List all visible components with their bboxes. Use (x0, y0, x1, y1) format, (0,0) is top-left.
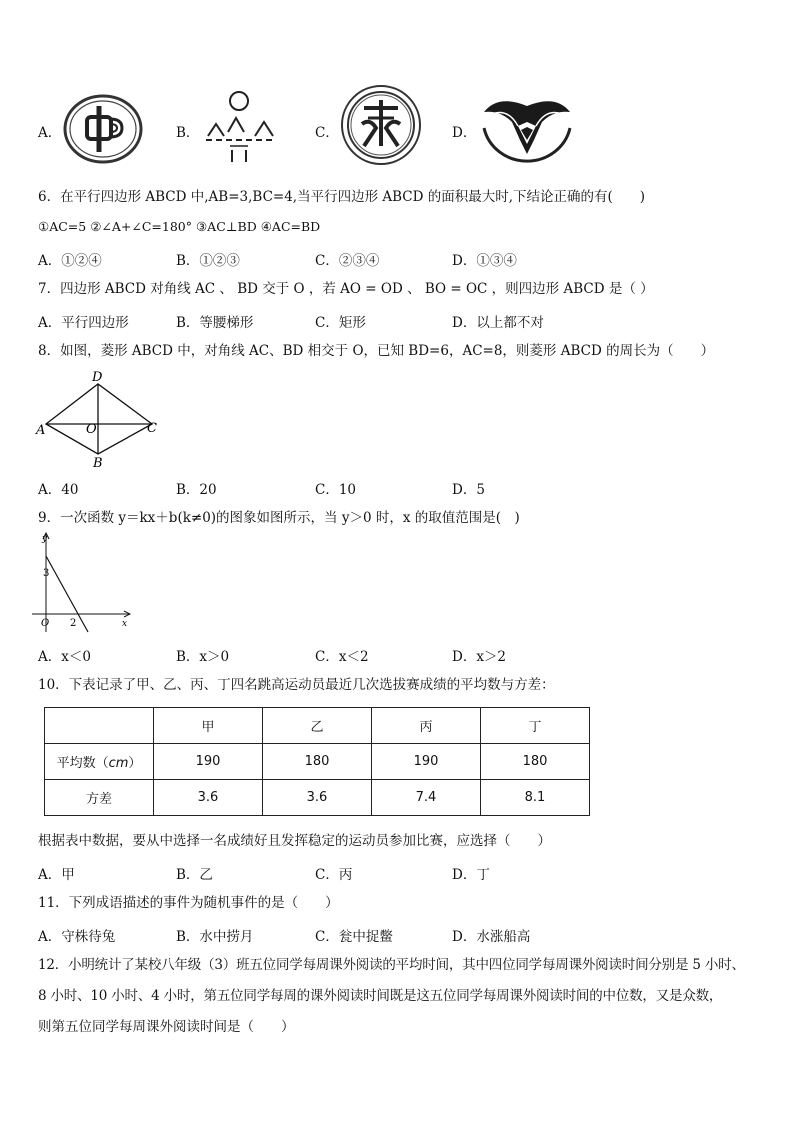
q7-option-a[interactable]: A．平行四边形 (38, 315, 129, 331)
table-cell: 190 (372, 744, 481, 780)
option-a-label: A． (38, 125, 62, 141)
q8-stem: 8．如图，菱形 ABCD 中，对角线 AC、BD 相交于 O，已知 BD=6，AC=8，则菱形 ABCD 的周长为（ ） (38, 343, 715, 359)
q9-option-d[interactable]: D．x＞2 (452, 649, 507, 665)
table-cell: 8.1 (481, 780, 590, 816)
q10-stem: 10．下表记录了甲、乙、丙、丁四名跳高运动员最近几次选拔赛成绩的平均数与方差： (38, 677, 555, 693)
people-under-sun-emblem-icon (200, 90, 280, 166)
variance-row-label: 方差 (45, 780, 154, 816)
q8-option-c[interactable]: C．10 (315, 482, 357, 498)
q9-option-c[interactable]: C．x＜2 (315, 649, 369, 665)
vertex-c-label: C (147, 421, 157, 436)
option-c-label: C． (315, 125, 339, 141)
q7-option-d[interactable]: D．以上都不对 (452, 315, 544, 331)
table-row (45, 744, 590, 780)
q8-option-d[interactable]: D．5 (452, 482, 485, 498)
vertex-b-label: B (93, 456, 103, 471)
q6-option-c[interactable]: C．②③④ (315, 253, 380, 269)
q10-options (38, 863, 758, 883)
table-cell: 3.6 (154, 780, 263, 816)
table-cell: 7.4 (372, 780, 481, 816)
q12-line-3: 则第五位同学每周课外阅读时间是（ ） (38, 1019, 295, 1035)
q6-option-a[interactable]: A．①②④ (38, 253, 102, 269)
q11-option-c[interactable]: C．瓮中捉鳖 (315, 929, 393, 945)
table-header-cell: 甲 (154, 708, 263, 744)
q11-option-d[interactable]: D．水涨船高 (452, 929, 531, 945)
q10-option-d[interactable]: D．丁 (452, 867, 490, 883)
table-row (45, 780, 590, 816)
table-cell: 3.6 (263, 780, 372, 816)
q10-option-b[interactable]: B．乙 (176, 867, 213, 883)
vertex-d-label: D (92, 370, 103, 385)
q9-stem: 9．一次函数 y＝kx＋b(k≠0)的图象如图所示，当 y＞0 时，x 的取值范围是( ) (38, 510, 520, 526)
table-header-cell (45, 708, 154, 744)
x-intercept-label: 2 (70, 618, 77, 629)
table-header-cell: 丙 (372, 708, 481, 744)
y-intercept-label: 3 (43, 568, 50, 579)
q6-stem: 6．在平行四边形 ABCD 中,AB=3,BC=4,当平行四边形 ABCD 的面积最大时,下结论正确的有( ) (38, 189, 646, 205)
q10-followup: 根据表中数据，要从中选择一名成绩好且发挥稳定的运动员参加比赛，应选择（ ） (38, 833, 551, 849)
q7-option-c[interactable]: C．矩形 (315, 315, 366, 331)
q9-option-b[interactable]: B．x＞0 (176, 649, 230, 665)
option-d-label: D． (452, 125, 477, 141)
q12-line-1: 12．小明统计了某校八年级（3）班五位同学每周课外阅读的平均时间，其中四位同学每周课外阅读时间分别是 5 小时、 (38, 957, 745, 973)
mean-row-label: 平均数（cm） (45, 744, 154, 780)
q11-option-a[interactable]: A．守株待兔 (38, 929, 116, 945)
q10-option-c[interactable]: C．丙 (315, 867, 353, 883)
score-table (44, 707, 590, 816)
table-cell: 180 (481, 744, 590, 780)
q6-option-b[interactable]: B．①②③ (176, 253, 240, 269)
q11-option-b[interactable]: B．水中捞月 (176, 929, 254, 945)
q6-statements: ①AC=5 ②∠A+∠C=180° ③AC⊥BD ④AC=BD (38, 219, 321, 234)
q10-option-a[interactable]: A．甲 (38, 867, 75, 883)
table-cell: 190 (154, 744, 263, 780)
q7-stem: 7．四边形 ABCD 对角线 AC 、 BD 交于 O ，若 AO = OD 、 BO = OC ，则四边形 ABCD 是（ ） (38, 281, 654, 297)
linear-function-graph (30, 530, 140, 636)
table-header-cell: 乙 (263, 708, 372, 744)
table-header-row (45, 708, 590, 744)
table-header-cell: 丁 (481, 708, 590, 744)
vertex-a-label: A (36, 423, 46, 438)
q8-option-b[interactable]: B．20 (176, 482, 217, 498)
rhombus-figure (34, 366, 164, 472)
q8-option-a[interactable]: A．40 (38, 482, 79, 498)
option-b-label: B． (176, 125, 200, 141)
table-cell: 180 (263, 744, 372, 780)
q11-stem: 11．下列成语描述的事件为随机事件的是（ ） (38, 895, 339, 911)
q7-option-b[interactable]: B．等腰梯形 (176, 315, 254, 331)
q7-options (38, 311, 758, 331)
center-o-label: O (86, 422, 97, 437)
q8-options (38, 478, 758, 498)
q9-options (38, 645, 758, 665)
q12-line-2: 8 小时、10 小时、4 小时，第五位同学每周的课外阅读时间既是这五位同学每周课外阅读时间的中位数，又是众数， (38, 988, 723, 1004)
x-axis-label: x (122, 619, 128, 629)
peking-university-emblem-icon (340, 84, 422, 166)
q9-option-a[interactable]: A．x＜0 (38, 649, 91, 665)
phoenix-emblem-icon (478, 82, 576, 170)
y-axis-label: y (42, 534, 48, 544)
origin-label: O (41, 618, 50, 629)
renmin-university-emblem-icon (62, 92, 144, 166)
q6-option-d[interactable]: D．①③④ (452, 253, 517, 269)
q11-options (38, 925, 758, 945)
q6-options (38, 249, 758, 269)
